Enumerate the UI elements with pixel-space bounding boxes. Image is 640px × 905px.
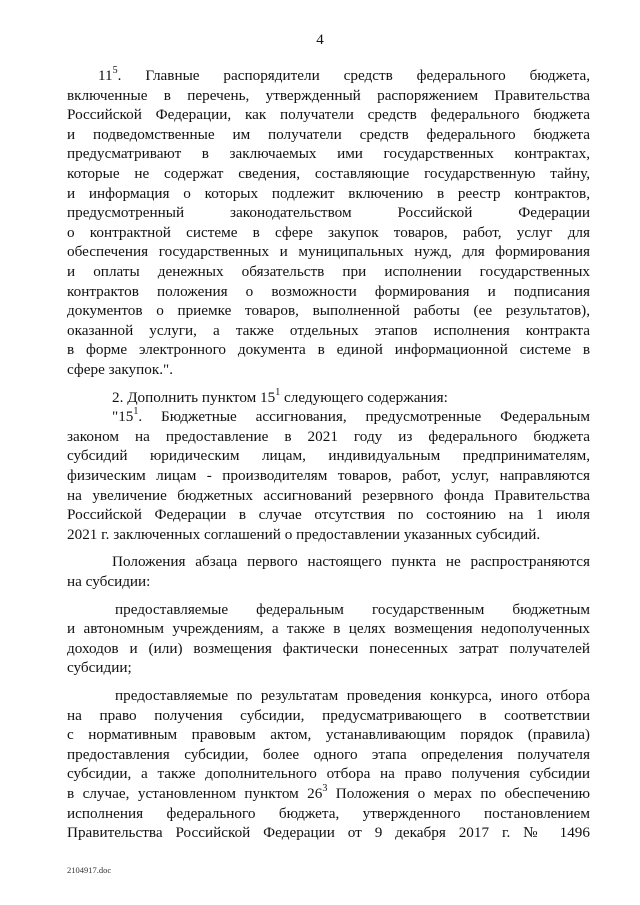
paragraph-15-1-line: "$15^1$. Бюджетные ассигнования, предусмотренные Федеральным: [112, 406, 590, 426]
provided-2-line: субсидии, а также дополнительного отбора на право получения субсидии: [67, 765, 590, 783]
provided-2-line: предоставляемые по результатам проведения конкурса, иного отбора: [115, 687, 590, 704]
item-2-superscript: 1: [275, 386, 281, 398]
provided-1-line: доходов и (или) возмещения фактически понесенных затрат получателей: [67, 639, 590, 657]
paragraph-11-5-line: включенные в перечень, утвержденный распоряжением Правительства: [67, 86, 590, 104]
provided-2-line: с нормативным правовым актом, устанавливающим порядок (правила): [67, 726, 590, 744]
paragraph-11-5-line: о контрактной системе в сфере закупок товаров, работ, услуг для: [67, 223, 590, 241]
paragraph-11-5-line: и информация о которых подлежит включению в реестр контрактов,: [67, 184, 590, 202]
paragraph-15-1-line: законом на предоставление в 2021 году из федерального бюджета: [67, 427, 590, 445]
provisions-line: на субсидии:: [67, 573, 151, 590]
provided-2-line: в случае, установленном пунктом $26^3$ Положения о мерах по обеспечению: [67, 782, 590, 802]
paragraph-ref: 11: [98, 67, 113, 84]
footer-filename: 2104917.doc: [67, 864, 112, 875]
paragraph-11-5-line: и оплаты денежных обязательств при исполнении государственных: [67, 263, 590, 280]
provided-1-line: и автономным учреждениям, а также в целях возмещения недополученных: [67, 620, 590, 638]
paragraph-11-5-line: которые не содержат сведения, составляющие государственную тайну,: [67, 165, 590, 182]
provided-2-line: предоставления субсидии, более одного этапа определения получателя: [67, 745, 590, 763]
provisions-line: Положения абзаца первого настоящего пункта не распространяются: [112, 553, 590, 571]
provided-2-line: на право получения субсидии, предусматривающего в соответствии: [67, 706, 590, 724]
provided-1-line: предоставляемые федеральным государственным бюджетным: [115, 600, 590, 618]
paragraph-11-5-line: контрактов положения о возможности формирования и подписания: [67, 282, 590, 300]
paragraph-ref: "15: [112, 408, 134, 426]
paragraph-15-1-line: Российской Федерации в случае отсутствия по состоянию на 1 июля: [67, 506, 590, 524]
paragraph-11-5-line: сфере закупок.".: [67, 361, 174, 378]
paragraph-ref-superscript: 5: [112, 64, 118, 76]
paragraph-15-1-line: на увеличение бюджетных ассигнований резервного фонда Правительства: [67, 486, 590, 504]
provided-2-line: исполнения федерального бюджета, утвержденного постановлением: [67, 804, 590, 822]
paragraph-15-1-line: физическим лицам - производителям товаров, работ, услуг, направляются: [67, 467, 590, 484]
provided-2-line: Правительства Российской Федерации от 9 декабря 2017 г. № 1496: [67, 824, 590, 842]
item-2-heading: 2. Дополнить пунктом $15^1$ следующего содержания:: [112, 386, 448, 406]
paragraph-11-5-line: предусматривают в заключаемых ими государственных контрактах,: [67, 145, 590, 163]
page-number: 4: [316, 32, 324, 48]
provided-1-line: субсидии;: [67, 659, 132, 677]
paragraph-11-5-line: в форме электронного документа в единой информационной системе в: [67, 341, 590, 359]
paragraph-11-5-line: документов о приемке товаров, выполненной работы (ее результатов),: [67, 302, 590, 320]
paragraph-11-5-line: предусмотренный законодательством Российской Федерации: [67, 204, 590, 222]
paragraph-11-5-line: Российской Федерации, как получатели средств федерального бюджета: [67, 106, 590, 124]
paragraph-ref-superscript: 1: [133, 406, 139, 418]
paragraph-11-5-line: оказанной услуги, а также отдельных этапов исполнения контракта: [67, 321, 590, 339]
paragraph-11-5-line: обеспечения государственных и муниципальных нужд, для формирования: [67, 243, 590, 261]
paragraph-15-1-line: субсидий юридическим лицам, индивидуальным предпринимателям,: [67, 447, 590, 465]
paragraph-15-1-line: 2021 г. заключенных соглашений о предоставлении указанных субсидий.: [67, 525, 541, 543]
paragraph-11-5-line: $11^5$. Главные распорядители средств федерального бюджета,: [98, 64, 590, 84]
paragraph-11-5-line: и подведомственные им получатели средств федерального бюджета: [67, 125, 590, 143]
point-26-superscript: 3: [322, 782, 328, 794]
